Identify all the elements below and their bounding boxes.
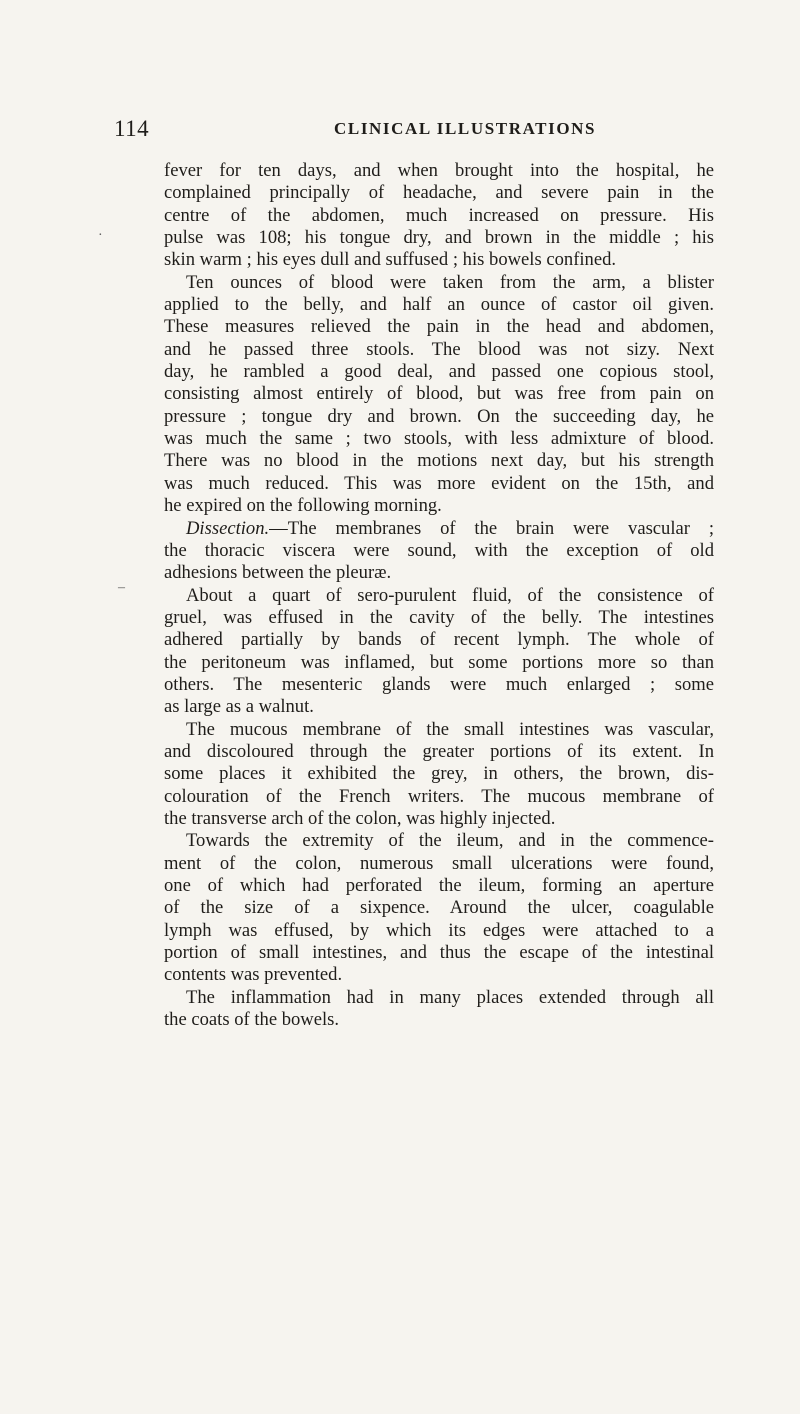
text-line (164, 249, 714, 271)
text-line-content: portion of small intestines, and thus the escape of the intestinal (164, 942, 714, 964)
text-line-content: Ten ounces of blood were taken from the arm, a blister (186, 271, 714, 293)
text-line-content: the peritoneum was inflamed, but some portions more so than (164, 651, 714, 673)
text-line-content: ment of the colon, numerous small ulcerations were found, (164, 852, 714, 874)
text-line (164, 272, 714, 294)
text-line-content: was much the same ; two stools, with less admixture of blood. (164, 428, 714, 450)
text-line-content: pressure ; tongue dry and brown. On the succeeding day, he (164, 405, 714, 427)
text-line (164, 607, 714, 629)
text-line (164, 763, 714, 785)
text-line-content: centre of the abdomen, much increased on pressure. His (164, 204, 714, 226)
text-line (164, 674, 714, 696)
text-line (164, 495, 714, 517)
text-line-content: of the size of a sixpence. Around the ulcer, coagulable (164, 897, 714, 919)
text-line (164, 741, 714, 763)
text-line-content: adhesions between the pleuræ. (164, 562, 392, 584)
text-line-content: About a quart of sero-purulent fluid, of the consistence of (186, 584, 714, 606)
margin-dash-mark: – (118, 580, 125, 595)
text-line-content: and discoloured through the greater portions of its extent. In (164, 740, 714, 762)
text-line (164, 182, 714, 204)
text-line-content: the coats of the bowels. (164, 1009, 340, 1031)
text-line-content: contents was prevented. (164, 964, 343, 986)
text-line (164, 428, 714, 450)
page-number: 114 (114, 116, 150, 141)
text-line-content: The inflammation had in many places extended through all (186, 986, 714, 1008)
text-line-content: others. The mesenteric glands were much enlarged ; some (164, 673, 714, 695)
text-line-content: pulse was 108; his tongue dry, and brown in the middle ; his (164, 227, 714, 249)
text-line (164, 473, 714, 495)
text-line-content: one of which had perforated the ileum, forming an aperture (164, 875, 714, 896)
text-line-content: consisting almost entirely of blood, but was free from pain on (164, 383, 714, 405)
text-line-content: the thoracic viscera were sound, with the exception of old (164, 539, 714, 561)
text-line (164, 294, 714, 316)
text-line (164, 696, 714, 718)
text-line-content: was much reduced. This was more evident on the 15th, and (164, 472, 714, 494)
text-line-content: gruel, was effused in the cavity of the belly. The intestines (164, 606, 714, 628)
running-head (114, 116, 714, 146)
text-line-content: as large as a walnut. (164, 696, 314, 718)
section-heading: Dissection. (186, 517, 270, 539)
text-line-content: skin warm ; his eyes dull and suffused ; his bowels confined. (164, 249, 617, 271)
text-line (164, 361, 714, 383)
text-line-content: some places it exhibited the grey, in others, the brown, dis- (164, 763, 714, 785)
text-line (164, 942, 714, 964)
text-line (164, 562, 714, 584)
text-line-content: day, he rambled a good deal, and passed one copious stool, (164, 361, 714, 383)
text-line (164, 339, 714, 361)
margin-dot-mark: · (98, 228, 103, 243)
text-line (164, 786, 714, 808)
text-line (164, 227, 714, 249)
text-line (164, 585, 714, 607)
text-line (164, 964, 714, 986)
text-line-content: There was no blood in the motions next day, but his strength (164, 450, 714, 472)
text-line-content: fever for ten days, and when brought into the hospital, he (164, 160, 714, 181)
text-line (164, 205, 714, 227)
text-line-content: he expired on the following morning. (164, 495, 442, 517)
text-line (164, 897, 714, 919)
text-line (164, 383, 714, 405)
text-line (164, 540, 714, 562)
text-line-content: the transverse arch of the colon, was highly injected. (164, 807, 556, 829)
text-line-content: applied to the belly, and half an ounce of castor oil given. (164, 294, 714, 316)
text-line (164, 920, 714, 942)
text-line-content: lymph was effused, by which its edges were attached to a (164, 919, 714, 941)
text-line (164, 830, 714, 852)
running-title: CLINICAL ILLUSTRATIONS (334, 119, 597, 138)
text-line (164, 808, 714, 830)
text-line-content: The mucous membrane of the small intestines was vascular, (186, 718, 714, 740)
text-line-content: and he passed three stools. The blood was not sizy. Next (164, 338, 714, 360)
text-line (164, 629, 714, 651)
body-text (164, 160, 714, 1031)
text-line (164, 1009, 714, 1031)
text-line (164, 316, 714, 338)
text-line (164, 875, 714, 897)
text-line-content: —The membranes of the brain were vascular ; (269, 517, 714, 539)
text-line-content: adhered partially by bands of recent lymph. The whole of (164, 629, 714, 651)
text-line-content: These measures relieved the pain in the head and abdomen, (164, 316, 714, 338)
text-line-content: Towards the extremity of the ileum, and in the commence- (186, 830, 714, 852)
text-line (164, 518, 714, 540)
text-line (164, 987, 714, 1009)
text-line (164, 160, 714, 182)
text-line (164, 406, 714, 428)
text-line-content: complained principally of headache, and severe pain in the (164, 182, 714, 204)
text-line-content: colouration of the French writers. The mucous membrane of (164, 785, 714, 807)
text-line (164, 652, 714, 674)
text-line (164, 719, 714, 741)
text-line (164, 450, 714, 472)
text-line (164, 853, 714, 875)
